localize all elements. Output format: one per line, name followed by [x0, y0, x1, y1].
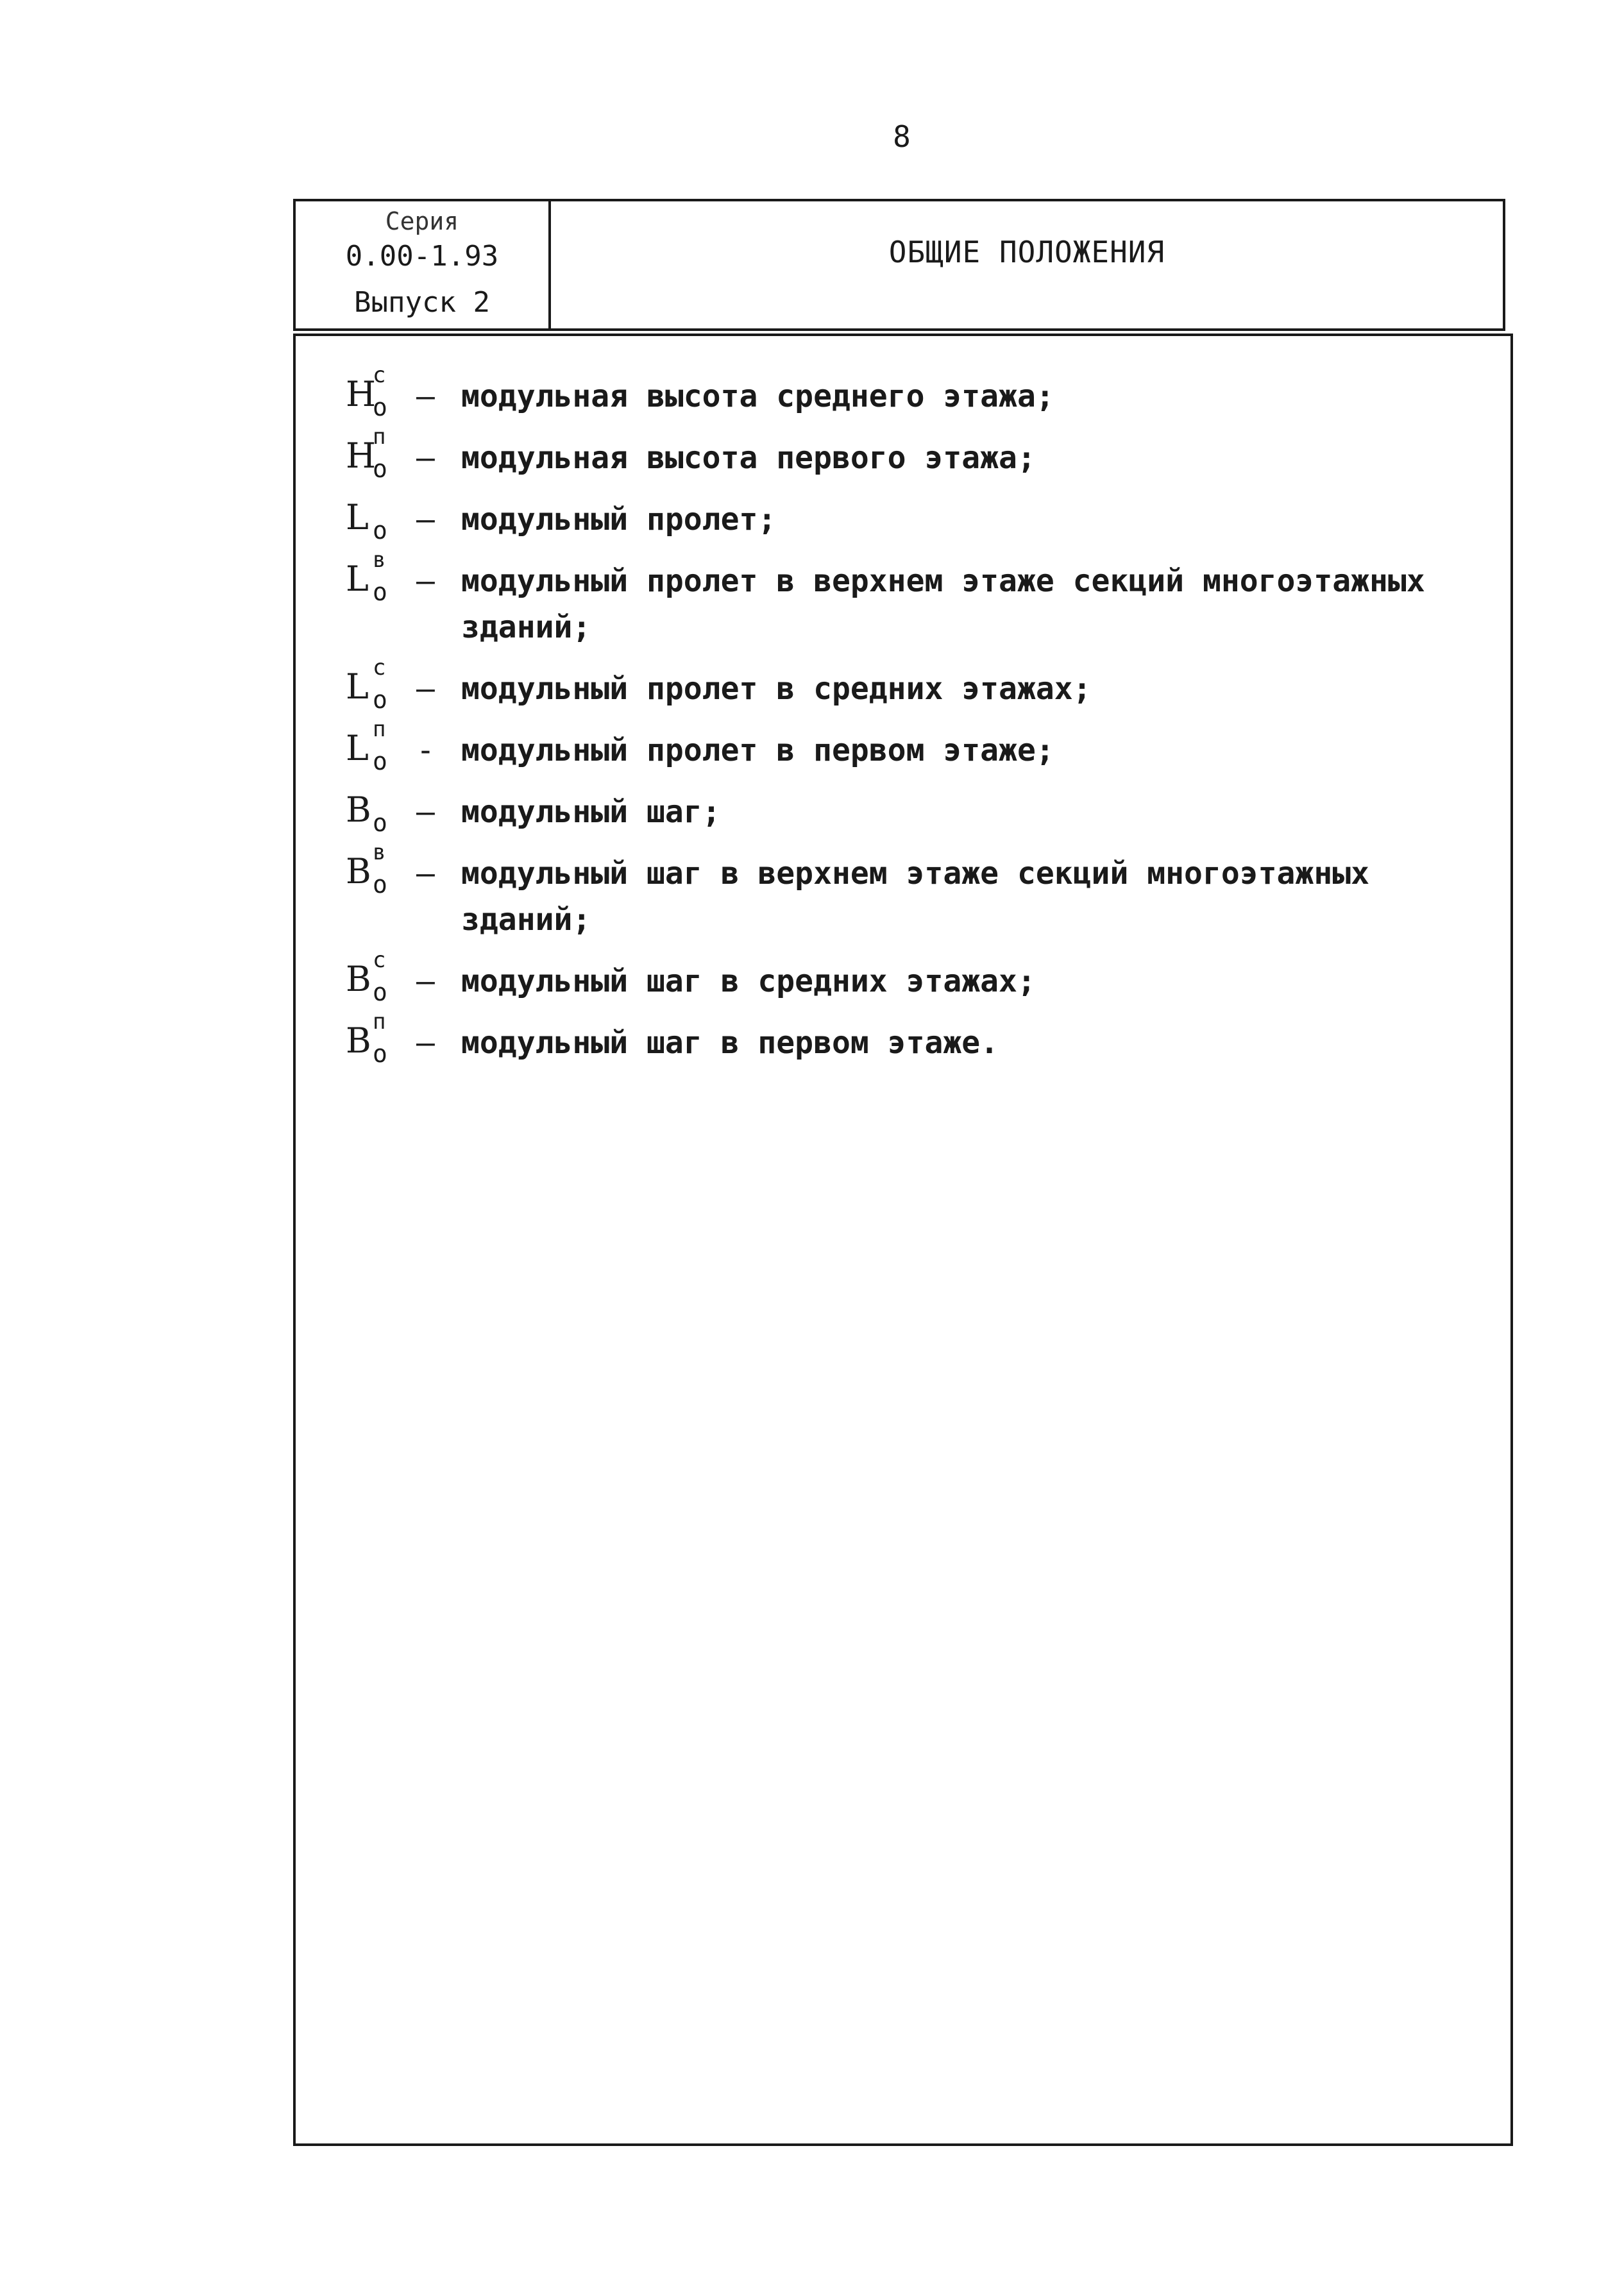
series-cell	[296, 201, 551, 328]
definition-text: модульный пролет в верхнем этаже секций многоэтажных зданий;	[461, 563, 1425, 645]
symbol-base: H	[346, 435, 376, 476]
symbol-superscript: в	[373, 547, 386, 573]
symbol	[346, 1009, 410, 1081]
definitions-list	[346, 362, 1487, 1081]
definition-item	[346, 424, 1487, 483]
definition-text: модульный пролет в первом этаже;	[461, 732, 1054, 768]
definition-item	[346, 947, 1487, 1006]
section-heading: ОБЩИЕ ПОЛОЖЕНИЯ	[888, 235, 1165, 269]
definition-text: модульный шаг в верхнем этаже секций многоэтажных зданий;	[461, 856, 1370, 938]
issue-label: Выпуск 2	[354, 286, 490, 319]
symbol-base: L	[346, 559, 369, 599]
symbol-base: H	[346, 374, 376, 414]
symbol-base: L	[346, 728, 369, 768]
series-number: 0.00-1.93	[345, 240, 499, 273]
symbol-subscript: о	[373, 747, 387, 775]
symbol-superscript: п	[373, 716, 386, 742]
definition-item	[346, 496, 1487, 543]
symbol	[346, 840, 410, 912]
symbol-subscript: о	[373, 455, 387, 483]
main-frame	[293, 334, 1513, 2146]
symbol-superscript: с	[373, 655, 386, 680]
dash: –	[416, 440, 435, 476]
symbol-superscript: п	[373, 424, 386, 450]
dash: –	[416, 1025, 435, 1061]
symbol-base: B	[346, 851, 371, 891]
definition-item	[346, 840, 1487, 943]
symbol-superscript: с	[373, 947, 386, 973]
definition-item	[346, 362, 1487, 421]
heading-cell	[551, 201, 1503, 328]
title-block	[293, 199, 1505, 331]
series-label: Серия	[385, 207, 459, 235]
definition-text: модульный пролет;	[461, 502, 777, 537]
definition-item	[346, 716, 1487, 775]
definition-text: модульная высота среднего этажа;	[461, 378, 1054, 414]
dash: –	[416, 378, 435, 414]
dash: –	[416, 502, 435, 537]
symbol-subscript: о	[373, 516, 387, 545]
symbol-base: B	[346, 790, 371, 830]
symbol-subscript: о	[373, 978, 387, 1006]
symbol-base: B	[346, 1020, 371, 1061]
symbol-subscript: о	[373, 578, 387, 606]
symbol-subscript: о	[373, 686, 387, 714]
symbol-superscript: п	[373, 1009, 386, 1035]
symbol-subscript: о	[373, 1040, 387, 1068]
symbol	[346, 547, 410, 620]
definition-item	[346, 547, 1487, 650]
symbol-subscript: о	[373, 393, 387, 421]
dash: –	[416, 794, 435, 830]
definition-text: модульная высота первого этажа;	[461, 440, 1036, 476]
definition-text: модульный шаг в средних этажах;	[461, 963, 1036, 999]
symbol-base: B	[346, 959, 371, 999]
dash: –	[416, 856, 435, 891]
symbol	[346, 424, 410, 496]
definition-item	[346, 655, 1487, 714]
symbol-superscript: с	[373, 362, 386, 388]
symbol-subscript: о	[373, 809, 387, 837]
symbol-base: L	[346, 666, 369, 707]
definition-item	[346, 1009, 1487, 1068]
definition-text: модульный шаг в первом этаже.	[461, 1025, 999, 1061]
symbol-subscript: о	[373, 870, 387, 899]
page-number: 8	[893, 119, 911, 154]
dash: –	[416, 671, 435, 707]
definition-text: модульный шаг;	[461, 794, 721, 830]
definition-item	[346, 789, 1487, 835]
symbol-superscript: в	[373, 840, 386, 865]
dash: –	[416, 563, 435, 599]
symbol	[346, 716, 410, 789]
dash: –	[416, 963, 435, 999]
dash: -	[416, 732, 435, 768]
definition-text: модульный пролет в средних этажах;	[461, 671, 1092, 707]
symbol-base: L	[346, 497, 369, 537]
